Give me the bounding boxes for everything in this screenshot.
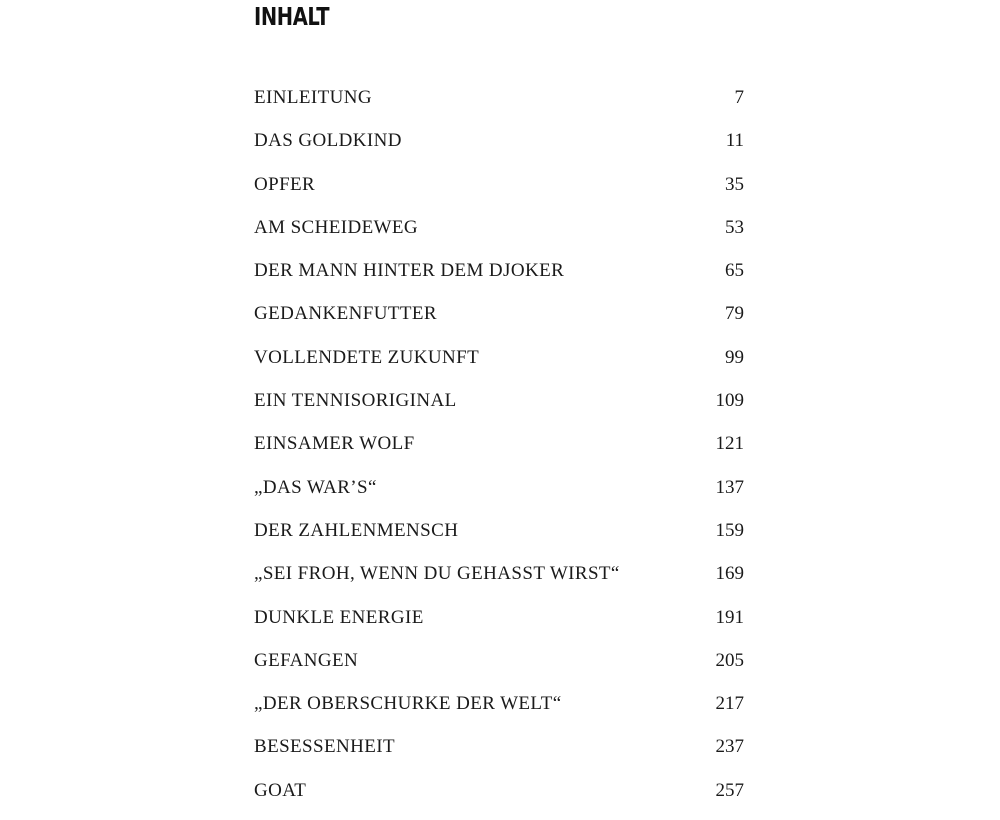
toc-entry [254, 733, 744, 776]
toc-entry-page-number: 159 [715, 519, 744, 541]
toc-entry [254, 777, 744, 820]
toc-entry-title: „DAS WAR’S“ [254, 476, 377, 498]
toc-entry-title: DAS GOLDKIND [254, 130, 402, 152]
toc-entry [254, 127, 744, 170]
toc-entry-page-number: 237 [715, 736, 744, 758]
toc-entry-title: GEDANKENFUTTER [254, 303, 437, 325]
toc-entry [254, 604, 744, 647]
toc-entry-page-number: 99 [725, 346, 744, 368]
toc-entry [254, 647, 744, 690]
toc-entry-title: VOLLENDETE ZUKUNFT [254, 346, 480, 368]
toc-entry [254, 474, 744, 517]
toc-entry [254, 300, 744, 343]
toc-entry-title: EINLEITUNG [254, 87, 372, 108]
toc-entry-title: GEFANGEN [254, 649, 359, 671]
toc-entry [254, 430, 744, 473]
toc-entry-title: OPFER [254, 173, 316, 195]
toc-entry [254, 344, 744, 387]
toc-entry-title: DER ZAHLENMENSCH [254, 519, 459, 541]
toc-entry-page-number: 217 [715, 693, 744, 715]
toc-entry [254, 84, 744, 127]
toc-entry-page-number: 121 [715, 433, 744, 455]
toc-entry-title: DUNKLE ENERGIE [254, 606, 424, 628]
toc-entry [254, 171, 744, 214]
toc-entry-page-number: 169 [715, 563, 744, 585]
toc-entry [254, 690, 744, 733]
toc-entry [254, 387, 744, 430]
toc-entry [254, 517, 744, 560]
toc-entry-title: EINSAMER WOLF [254, 433, 415, 455]
page-title: INHALT [254, 2, 330, 31]
toc-entry-page-number: 137 [715, 476, 744, 498]
toc-entry-title: „SEI FROH, WENN DU GEHASST WIRST“ [254, 563, 620, 585]
toc-entry-title: „DER OBERSCHURKE DER WELT“ [254, 693, 562, 715]
toc-entry-title: BESESSENHEIT [254, 736, 395, 758]
toc-entry [254, 257, 744, 300]
toc-entry-page-number: 65 [725, 260, 744, 282]
toc-entry-page-number: 257 [715, 779, 744, 801]
toc-entry-title: AM SCHEIDEWEG [254, 216, 419, 238]
toc-entry-page-number: 7 [734, 87, 744, 108]
toc-entry-page-number: 79 [725, 303, 744, 325]
toc-entry-title: EIN TENNISORIGINAL [254, 390, 457, 412]
toc-entry-page-number: 205 [715, 649, 744, 671]
toc-entry-page-number: 109 [715, 390, 744, 412]
table-of-contents [254, 84, 744, 820]
toc-entry-page-number: 11 [725, 130, 744, 152]
toc-entry-page-number: 53 [725, 216, 744, 238]
toc-entry-title: GOAT [254, 779, 307, 801]
toc-entry-page-number: 191 [715, 606, 744, 628]
toc-entry [254, 214, 744, 257]
toc-entry [254, 560, 744, 603]
toc-entry-page-number: 35 [725, 173, 744, 195]
toc-entry-title: DER MANN HINTER DEM DJOKER [254, 260, 565, 282]
